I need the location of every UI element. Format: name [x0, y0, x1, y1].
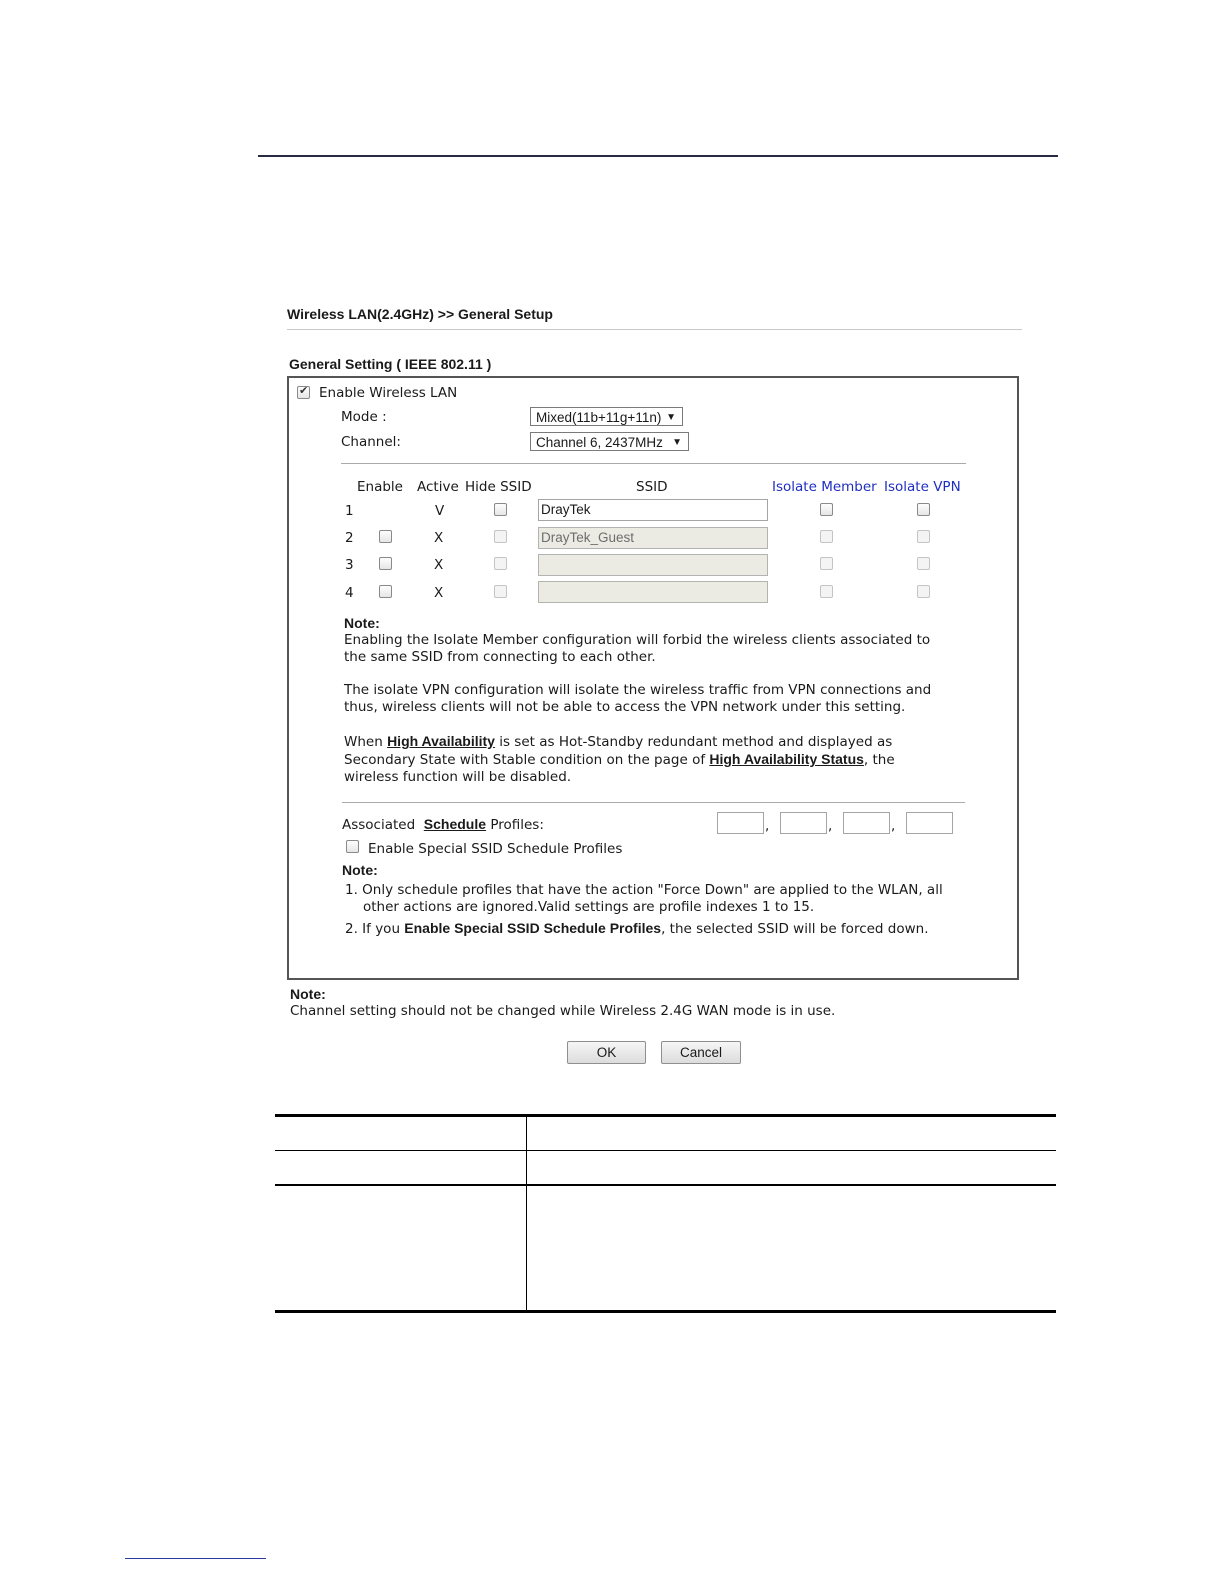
- isolate-member-checkbox[interactable]: [820, 503, 833, 516]
- schedule-profile-input-4[interactable]: [906, 812, 953, 834]
- schedule-note-1-line1: 1. Only schedule profiles that have the action "Force Down" are applied to the WLAN, all: [345, 882, 943, 898]
- schedule-separator: ,: [828, 818, 833, 834]
- schedule-separator: ,: [891, 818, 896, 834]
- mode-label: Mode :: [341, 409, 387, 425]
- page-top-rule: [258, 155, 1058, 157]
- hide-ssid-checkbox[interactable]: [494, 585, 507, 598]
- note-text: 2. If you: [345, 921, 405, 937]
- hide-ssid-checkbox[interactable]: [494, 530, 507, 543]
- special-ssid-schedule-label: Enable Special SSID Schedule Profiles: [368, 841, 623, 857]
- enable-wlan-label: Enable Wireless LAN: [319, 385, 458, 401]
- note-text: , the wireless function will be disabled.: [344, 752, 895, 785]
- channel-value: Channel 6, 2437MHz: [536, 435, 663, 450]
- cancel-button[interactable]: Cancel: [661, 1041, 741, 1064]
- ssid-input[interactable]: DrayTek: [538, 499, 768, 521]
- schedule-note-2: [345, 920, 929, 937]
- isolate-member-checkbox[interactable]: [820, 585, 833, 598]
- schedule-label-pre: Associated: [342, 817, 416, 833]
- table-row-rule: [275, 1184, 1056, 1186]
- mode-select[interactable]: [530, 407, 683, 426]
- row-number: 2: [345, 530, 354, 546]
- col-header-isolate-member: Isolate Member: [772, 479, 877, 495]
- schedule-note-title: Note:: [342, 862, 378, 878]
- table-bottom-rule: [275, 1310, 1056, 1313]
- active-status: X: [434, 585, 444, 601]
- isolate-vpn-checkbox[interactable]: [917, 503, 930, 516]
- col-header-active: Active: [417, 479, 459, 495]
- mode-value: Mixed(11b+11g+11n): [536, 410, 662, 425]
- enable-ssid-checkbox[interactable]: [379, 557, 392, 570]
- channel-label: Channel:: [341, 434, 401, 450]
- schedule-profile-input-2[interactable]: [780, 812, 827, 834]
- footnote-rule: [125, 1558, 266, 1559]
- dropdown-arrow-icon: ▼: [672, 437, 682, 448]
- table-row-rule: [275, 1150, 1056, 1151]
- note-isolate-member: Enabling the Isolate Member configuration will forbid the wireless clients associated to the same SSID from connecting to each other.: [344, 632, 931, 665]
- note-text: , the selected SSID will be forced down.: [661, 921, 929, 937]
- schedule-separator: ,: [765, 818, 770, 834]
- isolate-vpn-checkbox[interactable]: [917, 585, 930, 598]
- note-title: Note:: [344, 615, 380, 631]
- isolate-member-checkbox[interactable]: [820, 557, 833, 570]
- col-header-hide-ssid: Hide SSID: [465, 479, 532, 495]
- active-status: V: [435, 503, 445, 519]
- hide-ssid-checkbox[interactable]: [494, 503, 507, 516]
- ssid-input[interactable]: DrayTek_Guest: [538, 527, 768, 549]
- row-number: 4: [345, 585, 354, 601]
- active-status: X: [434, 530, 444, 546]
- note-text: When: [344, 734, 388, 750]
- note-isolate-vpn: The isolate VPN configuration will isolate the wireless traffic from VPN connections and thus, wireless clients will not be able to access the VPN network under this setting.: [344, 682, 932, 715]
- col-header-enable: Enable: [357, 479, 403, 495]
- high-availability-link[interactable]: High Availability: [387, 733, 495, 749]
- table-top-rule: [275, 1114, 1056, 1117]
- section-title: General Setting ( IEEE 802.11 ): [289, 356, 492, 372]
- schedule-note-1-line2: other actions are ignored.Valid settings are profile indexes 1 to 15.: [363, 899, 815, 915]
- enable-wlan-checkbox[interactable]: [297, 386, 310, 399]
- bottom-note-title: Note:: [290, 986, 326, 1002]
- bottom-note-text: Channel setting should not be changed while Wireless 2.4G WAN mode is in use.: [290, 1003, 836, 1019]
- page-title: Wireless LAN(2.4GHz) >> General Setup: [287, 306, 553, 322]
- divider: [341, 463, 966, 464]
- high-availability-status-link[interactable]: High Availability Status: [709, 751, 864, 767]
- hide-ssid-checkbox[interactable]: [494, 557, 507, 570]
- schedule-profile-input-3[interactable]: [843, 812, 890, 834]
- divider: [342, 802, 965, 803]
- dropdown-arrow-icon: ▼: [666, 412, 676, 423]
- col-header-ssid: SSID: [636, 479, 668, 495]
- schedule-label: [342, 816, 544, 833]
- special-ssid-schedule-checkbox[interactable]: [346, 840, 359, 853]
- enable-ssid-checkbox[interactable]: [379, 585, 392, 598]
- row-number: 3: [345, 557, 354, 573]
- schedule-profile-input-1[interactable]: [717, 812, 764, 834]
- enable-ssid-checkbox[interactable]: [379, 530, 392, 543]
- ssid-input[interactable]: [538, 554, 768, 576]
- row-number: 1: [345, 503, 354, 519]
- isolate-vpn-checkbox[interactable]: [917, 557, 930, 570]
- schedule-label-post: Profiles:: [490, 817, 544, 833]
- ssid-input[interactable]: [538, 581, 768, 603]
- title-divider: [287, 329, 1022, 330]
- isolate-vpn-checkbox[interactable]: [917, 530, 930, 543]
- active-status: X: [434, 557, 444, 573]
- note-text: is set as Hot-Standby redundant method and displayed as Secondary State with Stable condition on the page of: [344, 734, 893, 768]
- note-high-availability: [344, 733, 944, 786]
- table-column-rule: [526, 1114, 527, 1312]
- isolate-member-checkbox[interactable]: [820, 530, 833, 543]
- col-header-isolate-vpn: Isolate VPN: [884, 479, 961, 495]
- schedule-link[interactable]: Schedule: [423, 816, 487, 832]
- ok-button[interactable]: OK: [567, 1041, 646, 1064]
- note-bold-text: Enable Special SSID Schedule Profiles: [404, 920, 662, 936]
- channel-select[interactable]: [530, 432, 689, 451]
